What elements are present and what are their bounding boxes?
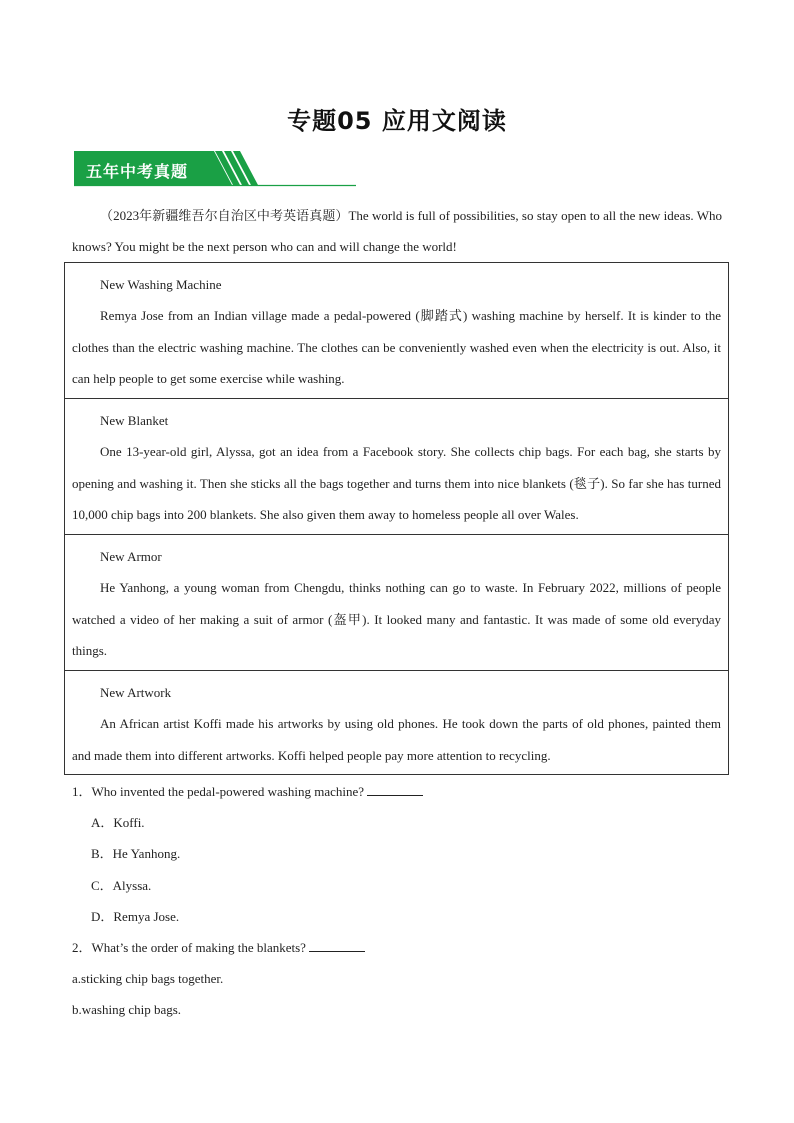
passage-body: Remya Jose from an Indian village made a pedal-powered (脚踏式) washing machine by herself. It is kinder to the clothes than the electric washing machine. The clothes can be conveniently washed even when the electricity is out. Also, it can help people to get some exercise while washing. <box>72 308 721 386</box>
passage-box-artwork <box>64 670 729 775</box>
question-stem: 1．Who invented the pedal-powered washing machine? <box>72 784 368 799</box>
passage-box-armor <box>64 534 729 671</box>
passage-heading: New Blanket <box>100 413 169 428</box>
passage-heading: New Artwork <box>100 685 172 700</box>
question-stem: 2．What’s the order of making the blankets? <box>72 940 310 955</box>
section-banner <box>74 151 356 187</box>
option-a[interactable]: A．Koffi. <box>91 815 145 830</box>
option-d[interactable]: D．Remya Jose. <box>91 909 180 924</box>
question-2 <box>72 938 365 958</box>
page-title: 专题05 应用文阅读 <box>287 107 507 135</box>
banner-label: 五年中考真题 <box>86 162 189 181</box>
intro-paragraph: （2023年新疆维吾尔自治区中考英语真题）The world is full of possibilities, so stay open to all the new ideas. Who knows? You might be the next person who can and will change the world! <box>72 208 722 254</box>
option-b[interactable]: B．He Yanhong. <box>91 846 181 861</box>
list-item: a.sticking chip bags together. <box>72 971 224 986</box>
passage-body: One 13-year-old girl, Alyssa, got an idea from a Facebook story. She collects chip bags. For each bag, she starts by opening and washing it. Then she sticks all the bags together and turns them into nice blankets (毯子). So far she has turned 10,000 chip bags into 200 blankets. She also given them away to homeless people all over Wales. <box>72 444 721 522</box>
passage-heading: New Washing Machine <box>100 277 222 292</box>
question-1 <box>72 782 423 802</box>
answer-blank[interactable] <box>367 783 423 796</box>
passage-box-blanket <box>64 398 729 535</box>
passage-body: He Yanhong, a young woman from Chengdu, thinks nothing can go to waste. In February 2022, millions of people watched a video of her making a suit of armor (盔甲). It looked many and fantastic. It was made of some old everyday things. <box>72 580 721 658</box>
answer-blank[interactable] <box>309 939 365 952</box>
list-item: b.washing chip bags. <box>72 1002 182 1017</box>
passage-box-washing-machine <box>64 262 729 399</box>
passage-heading: New Armor <box>100 549 162 564</box>
passage-body: An African artist Koffi made his artworks by using old phones. He took down the parts of old phones, painted them and made them into different artworks. Koffi helped people pay more attention to recycling. <box>72 716 721 763</box>
option-c[interactable]: C．Alyssa. <box>91 878 152 893</box>
